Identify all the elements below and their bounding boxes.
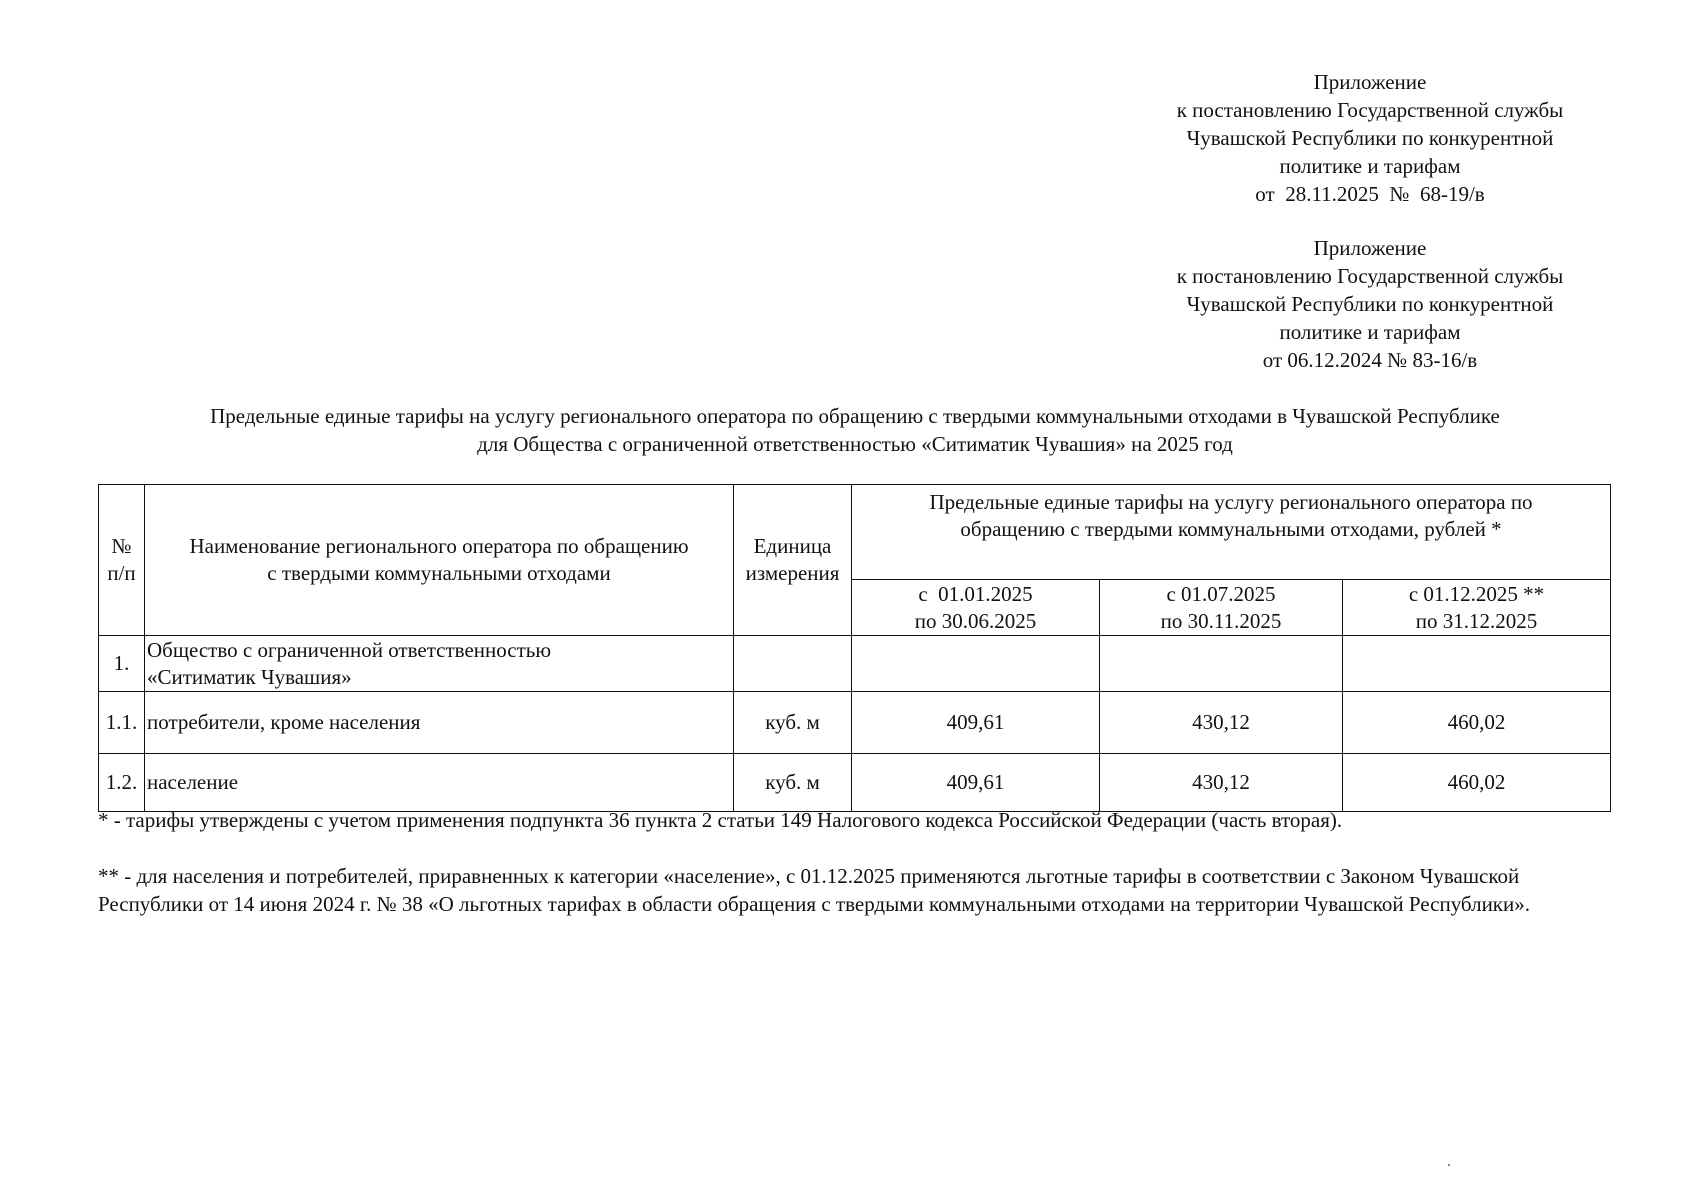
- table-row: [99, 754, 1611, 812]
- appendix-line: политике и тарифам: [1279, 154, 1461, 178]
- period-start: с 01.12.2025 **: [1408, 581, 1545, 606]
- header-unit-line2: измерения: [745, 561, 840, 585]
- header-number-line2: п/п: [107, 561, 136, 585]
- header-number: [99, 485, 145, 636]
- empty-cell: [1100, 636, 1343, 692]
- header-unit: [734, 485, 852, 636]
- row-number: 1.1.: [99, 692, 145, 754]
- header-period-1: [852, 580, 1100, 636]
- period-start: с 01.01.2025: [918, 581, 1033, 606]
- appendix-line: к постановлению Государственной службы: [1176, 264, 1564, 288]
- unit-cell: куб. м: [734, 754, 852, 812]
- table-row-organization: [99, 636, 1611, 692]
- appendix-line: Приложение: [1313, 70, 1427, 94]
- header-operator-name-line1: Наименование регионального оператора по обращению: [189, 534, 689, 558]
- appendix-line: Чувашской Республики по конкурентной: [1186, 126, 1554, 150]
- organization-name-line1: Общество с ограниченной ответственностью: [147, 637, 552, 662]
- header-operator-name: [145, 485, 734, 636]
- tariff-value: 409,61: [852, 754, 1100, 812]
- header-tariffs: [852, 485, 1611, 580]
- period-end: по 30.06.2025: [914, 608, 1037, 633]
- tariff-value: 430,12: [1100, 692, 1343, 754]
- title-line: для Общества с ограниченной ответственностью «Ситиматик Чувашия» на 2025 год: [477, 432, 1233, 456]
- tariff-value: 460,02: [1343, 754, 1611, 812]
- appendix-header-previous: [1130, 234, 1610, 374]
- organization-name-line2: «Ситиматик Чувашия»: [147, 664, 352, 689]
- empty-cell: [734, 636, 852, 692]
- header-unit-line1: Единица: [753, 534, 832, 558]
- appendix-header-current: [1130, 68, 1610, 208]
- period-end: по 31.12.2025: [1415, 608, 1538, 633]
- period-start: с 01.07.2025: [1166, 581, 1276, 606]
- appendix-line: к постановлению Государственной службы: [1176, 98, 1564, 122]
- tariff-value: 430,12: [1100, 754, 1343, 812]
- header-tariffs-line1: Предельные единые тарифы на услугу регионального оператора по: [929, 490, 1533, 514]
- appendix-line: Приложение: [1313, 236, 1427, 260]
- appendix-line: Чувашской Республики по конкурентной: [1186, 292, 1554, 316]
- appendix-date-number: от 28.11.2025 № 68-19/в: [1255, 182, 1485, 206]
- empty-cell: [1343, 636, 1611, 692]
- consumer-category: население: [145, 754, 734, 812]
- period-end: по 30.11.2025: [1160, 608, 1282, 633]
- empty-cell: [852, 636, 1100, 692]
- footnote-vat: * - тарифы утверждены с учетом применения подпункта 36 пункта 2 статьи 149 Налогового кодекса Российской Федерации (часть вторая).: [98, 808, 1343, 832]
- footnote-preferential-tariffs: ** - для населения и потребителей, приравненных к категории «население», с 01.12.2025 применяются льготные тарифы в соответствии с Законом Чувашской Республики от 14 июня 2024 г. № 38 «О льготных тарифах в области обращения с твердыми коммунальными отходами на территории Чувашской Республики».: [98, 864, 1530, 916]
- header-number-line1: №: [111, 534, 132, 558]
- document-title: [90, 402, 1620, 458]
- table-row: [99, 692, 1611, 754]
- unit-cell: куб. м: [734, 692, 852, 754]
- header-tariffs-line2: обращению с твердыми коммунальными отходами, рублей *: [960, 517, 1502, 541]
- appendix-line: политике и тарифам: [1279, 320, 1461, 344]
- consumer-category: потребители, кроме населения: [145, 692, 734, 754]
- tariff-value: 409,61: [852, 692, 1100, 754]
- title-line: Предельные единые тарифы на услугу регионального оператора по обращению с твердыми коммунальными отходами в Чувашской Республике: [210, 404, 1500, 428]
- appendix-date-number: от 06.12.2024 № 83-16/в: [1262, 348, 1478, 372]
- organization-name: [145, 636, 734, 692]
- row-number: 1.2.: [99, 754, 145, 812]
- row-number: 1.: [99, 636, 145, 692]
- header-period-2: [1100, 580, 1343, 636]
- header-operator-name-line2: с твердыми коммунальными отходами: [267, 561, 611, 585]
- scan-artifact: [1448, 1164, 1450, 1166]
- header-period-3: [1343, 580, 1611, 636]
- tariffs-table: [98, 484, 1611, 812]
- tariff-value: 460,02: [1343, 692, 1611, 754]
